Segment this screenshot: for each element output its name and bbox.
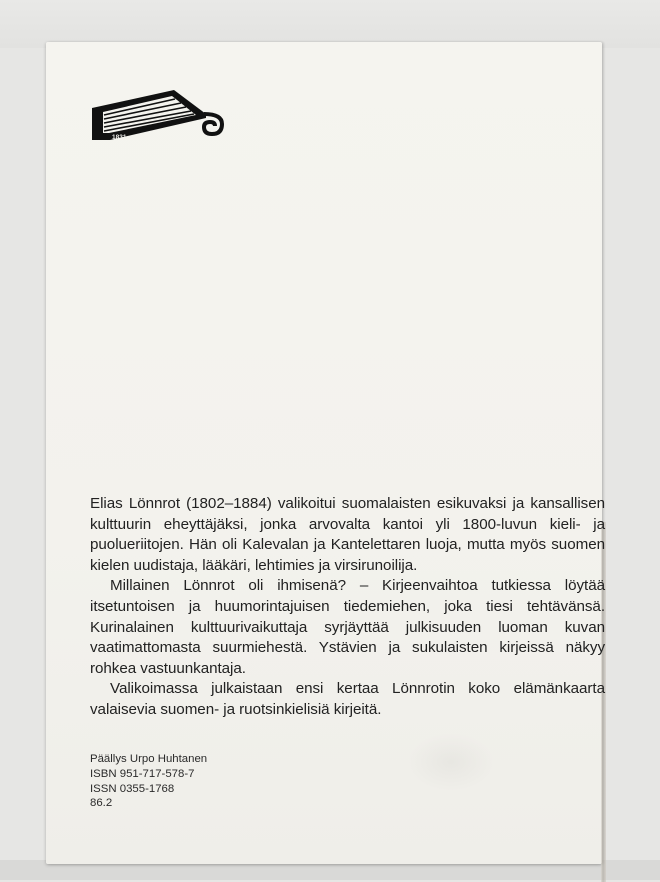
credits-block: [90, 752, 207, 811]
classification-code: 86.2: [90, 797, 113, 810]
blurb-paragraph-3: Valikoimassa julkaistaan ensi kertaa Lönnrotin koko elämänkaarta valaisevia suomen- ja ruotsinkielisiä kirjeitä.: [90, 680, 605, 718]
issn-number: ISSN 0355-1768: [90, 782, 175, 795]
logo-year: 1831: [112, 134, 127, 141]
blurb-paragraph-1: Elias Lönnrot (1802–1884) valikoitui suomalaisten esikuvaksi ja kansallisen kulttuurin eheyttäjäksi, jonka arvovalta kantoi yli 1800-luvun kieli- ja puolueriitojen. Hän oli Kalevalan ja Kantelettaren luoja, mutta myös suomen kielen uudistaja, lääkäri, lehtimies ja virsirunoilija.: [90, 495, 605, 574]
blurb-paragraph-2: Millainen Lönnrot oli ihmisenä? – Kirjeenvaihtoa tutkiessa löytää itsetuntoisen ja huumorintajuisen tiedemiehen, joka tiesi tehtävänsä. Kurinalainen kulttuurivaikuttaja syrjäyttää julkisuuden luoman kuvan vaatimattomasta suurmiehestä. Ystävien ja sukulaisten kirjeissä näkyy rohkea vastuunkantaja.: [90, 577, 605, 677]
background-top: [0, 0, 660, 48]
paper-stain: [406, 732, 496, 792]
blurb-text: [90, 494, 605, 721]
book-back-cover: [46, 42, 605, 864]
kantele-icon: [90, 84, 226, 146]
isbn-number: ISBN 951-717-578-7: [90, 767, 195, 780]
cover-credit: Päällys Urpo Huhtanen: [90, 753, 208, 765]
